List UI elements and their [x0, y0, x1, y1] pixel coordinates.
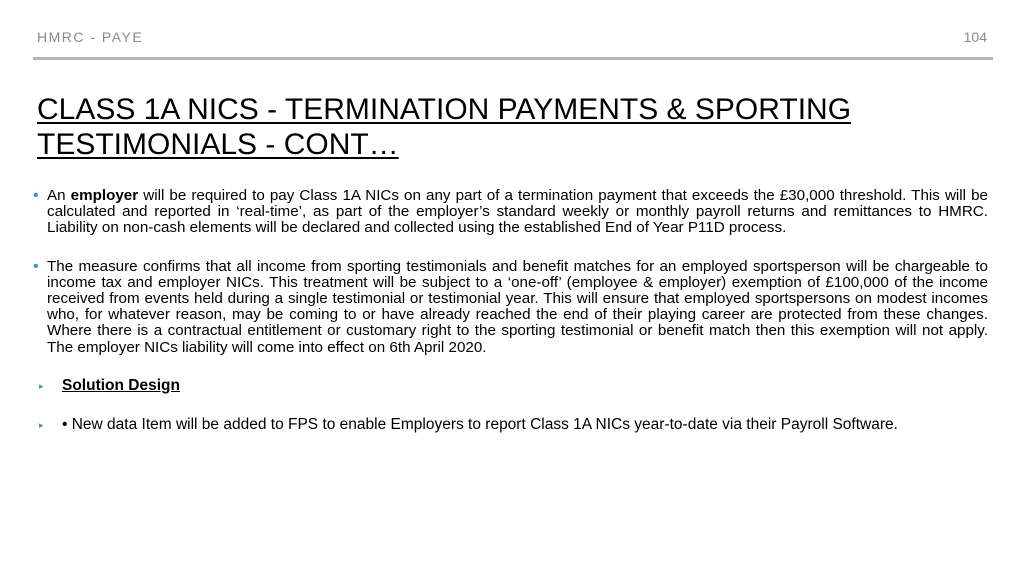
bold-term: employer	[70, 187, 139, 204]
page-number: 104	[963, 29, 987, 45]
round-bullet-icon: •	[33, 257, 39, 275]
slide-title: CLASS 1A NICS - TERMINATION PAYMENTS & SPORTING TESTIMONIALS - CONT…	[37, 93, 852, 161]
paragraph-text: The measure confirms that all income from sporting testimonials and benefit matches for an employed sportsperson will be chargeable to income tax and employer NICs. This treatment will be subject to a ‘one-off’ (employee & employer) exemption of £100,000 of the income received from events held during a single testimonial or testimonial year. This will ensure that employed sportspersons on modest incomes who, for whatever reason, may be coming to or have already reached the end of their playing career are protected from these changes. Where there is a contractual entitlement or customary right to the sporting testimonial or benefit match then this exemption will not apply. The employer NICs liability will come into effect on 6th April 2020.	[47, 257, 988, 356]
solution-design-heading: Solution Design	[62, 376, 180, 394]
sub-item-new-data	[39, 417, 988, 434]
header-divider	[33, 57, 993, 60]
round-bullet-icon: •	[33, 187, 39, 204]
triangle-bullet-icon: ▸	[39, 419, 44, 430]
paragraph-text: An employer will be required to pay Class 1A NICs on any part of a termination payment that exceeds the £30,000 threshold. This will be calculated and reported in ‘real-time’, as part of the employer’s standard weekly or monthly payroll returns and remittances to HMRC. Liability on non-cash elements will be declared and collected using the established End of Year P11D process.	[47, 187, 988, 237]
slide-body	[33, 188, 988, 456]
bullet-paragraph-testimonials	[33, 259, 988, 356]
new-data-item-text: • New data Item will be added to FPS to enable Employers to report Class 1A NICs year-to-date via their Payroll Software.	[62, 415, 898, 433]
bullet-paragraph-employer	[33, 188, 988, 237]
header-label: HMRC - PAYE	[37, 29, 144, 45]
sub-item-solution-design	[39, 378, 988, 395]
triangle-bullet-icon: ▸	[39, 380, 44, 391]
